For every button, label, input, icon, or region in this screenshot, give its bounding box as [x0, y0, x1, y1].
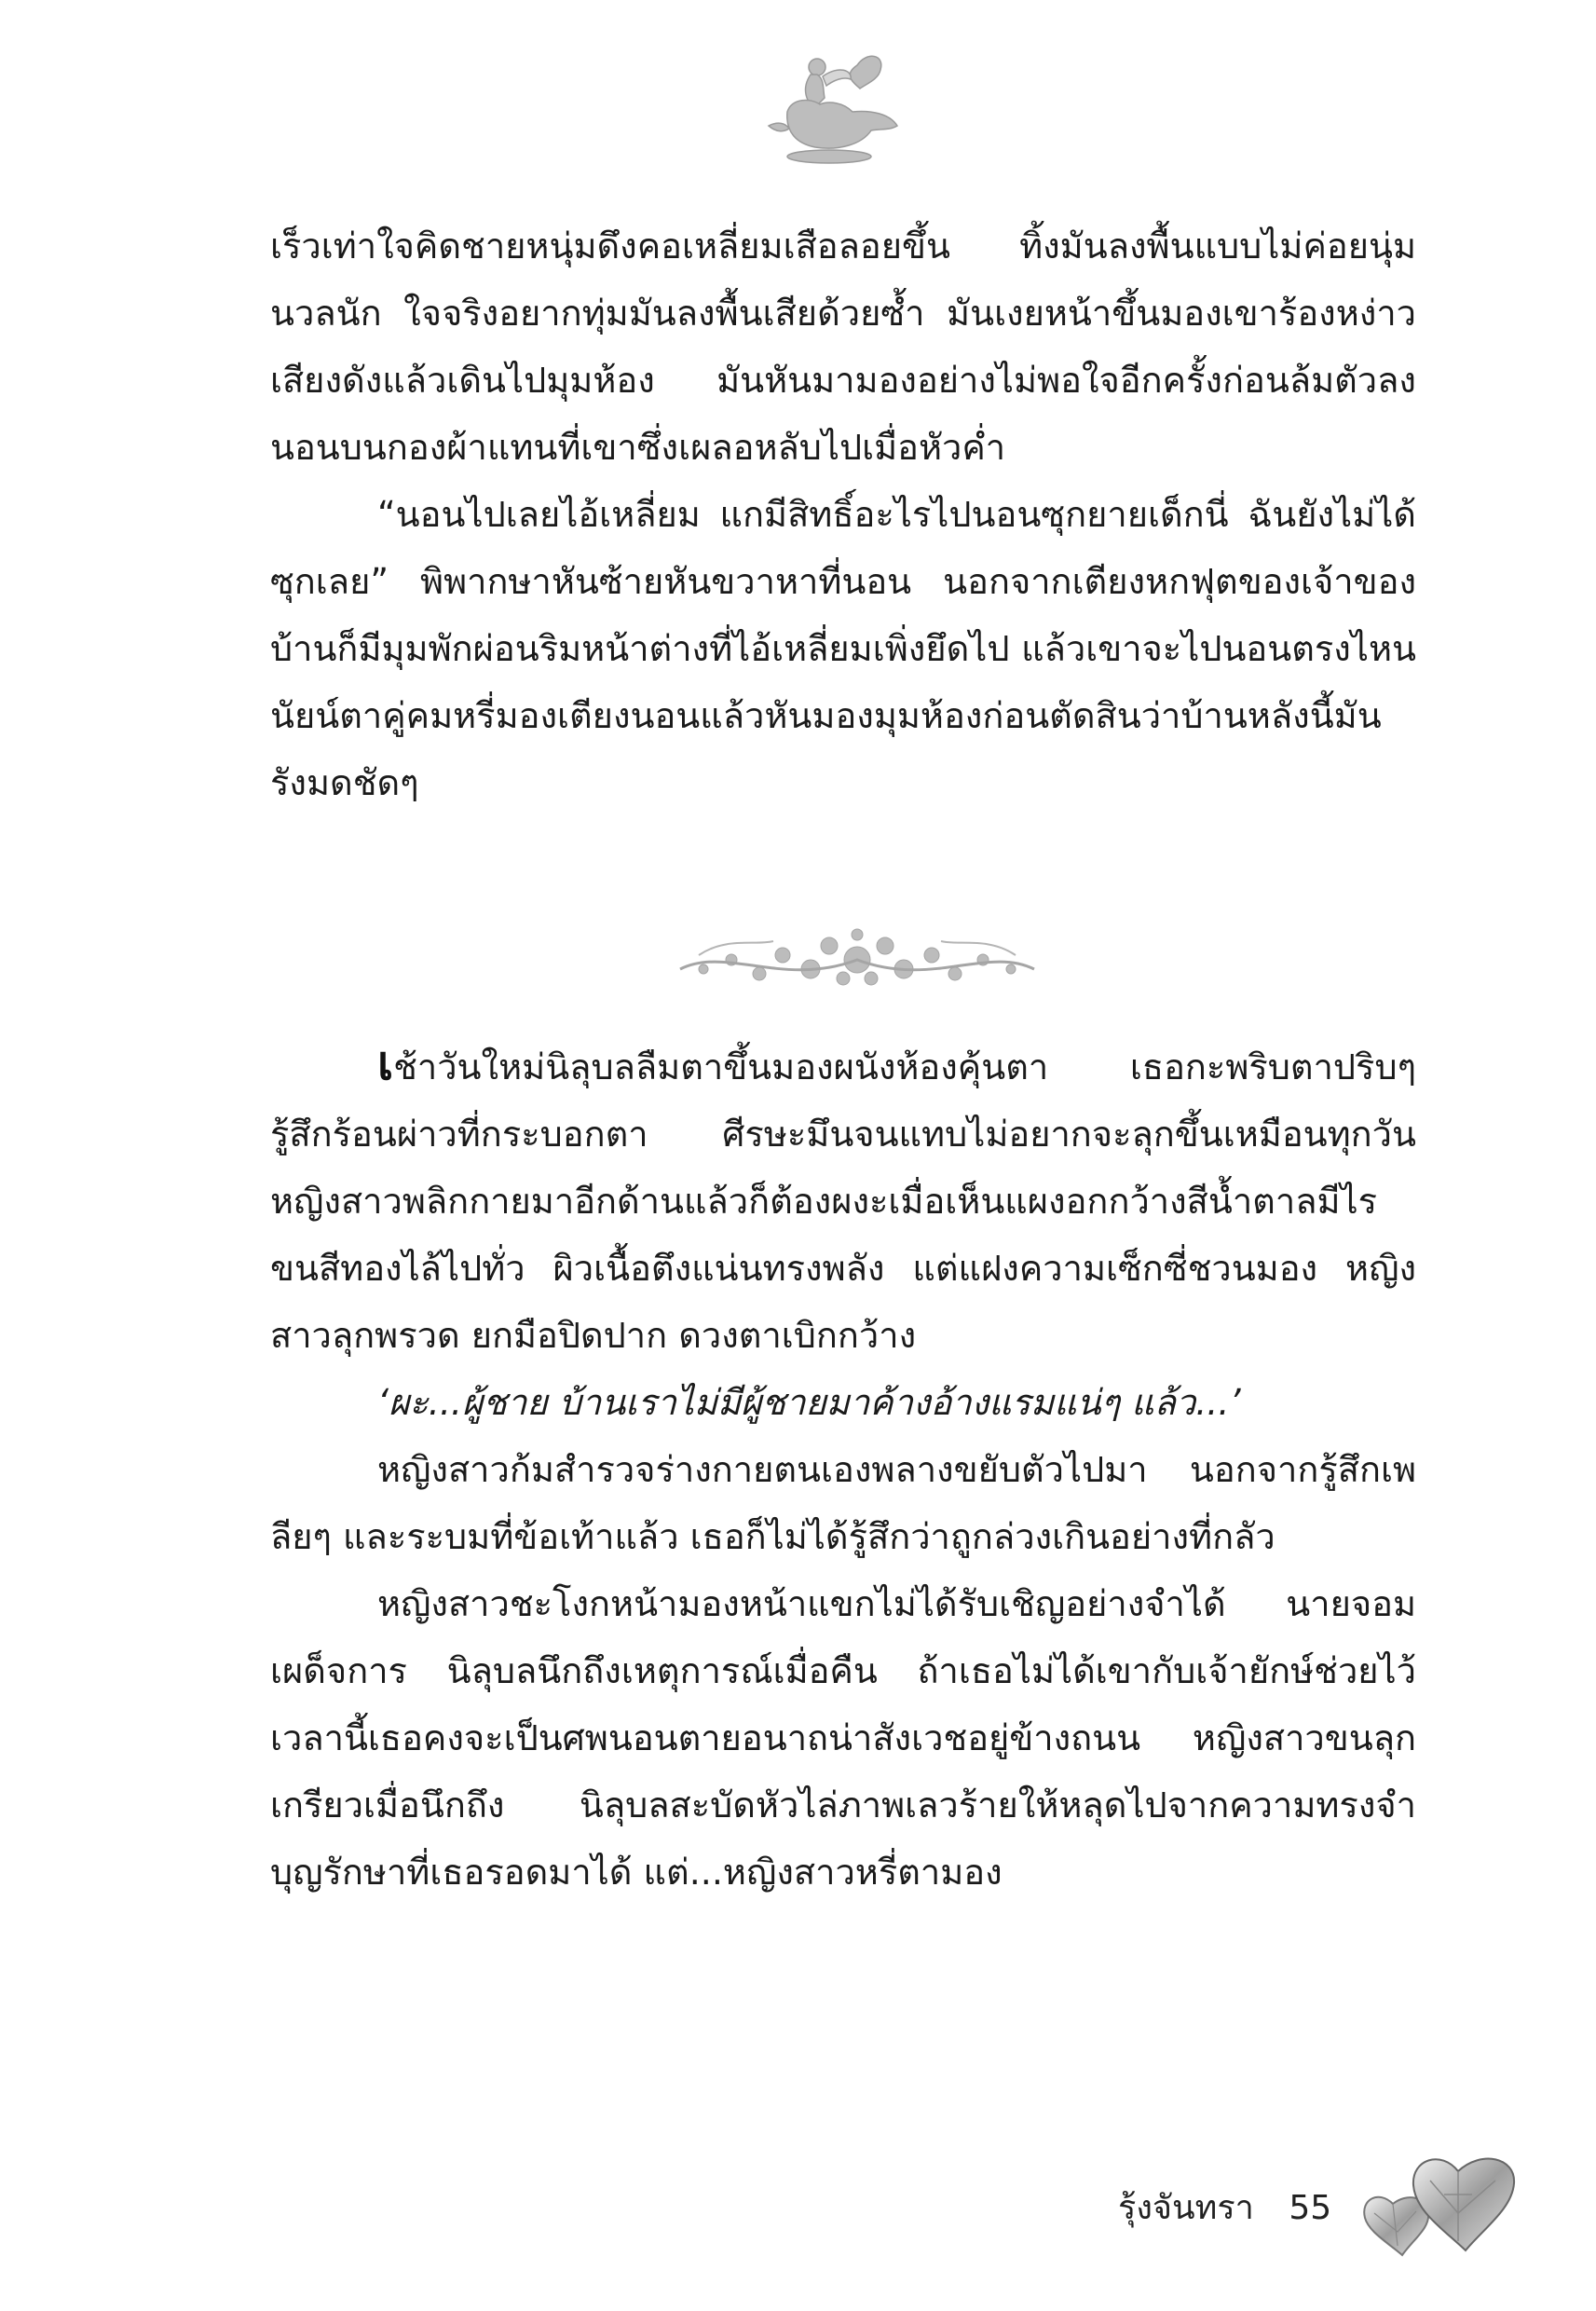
text-block-bottom: [270, 1030, 1416, 1906]
floral-divider-icon: [671, 918, 1044, 1002]
thought-line: ‘ผะ...ผู้ชาย บ้านเราไม่มีผู้ชายมาค้างอ้างแรมแน่ๆ แล้ว...’: [377, 1382, 1241, 1423]
book-title: รุ้งจันทรา: [1118, 2189, 1254, 2227]
page-footer: [1118, 2181, 1356, 2234]
page-number: 55: [1289, 2189, 1332, 2227]
paragraph: “นอนไปเลยไอ้เหลี่ยม แกมีสิทธิ์อะไรไปนอนซุกยายเด็กนี่ ฉันยังไม่ได้ซุกเลย” พิพากษาหันซ้ายหันขวาหาที่นอน นอกจากเตียงหกฟุตของเจ้าของบ้านก็มีมุมพักผ่อนริมหน้าต่างที่ไอ้เหลี่ยมเพิ่งยึดไป แล้วเขาจะไปนอนตรงไหน นัยน์ตาคู่คมหรี่มองเตียงนอนแล้วหันมองมุมห้องก่อนตัดสินว่าบ้านหลังนี้มันรังมดชัดๆ: [270, 494, 1416, 803]
paragraph: หญิงสาวก้มสำรวจร่างกายตนเองพลางขยับตัวไปมา นอกจากรู้สึกเพลียๆ และระบมที่ข้อเท้าแล้ว เธอก็ไม่ได้รู้สึกว่าถูกล่วงเกินอย่างที่กลัว: [270, 1449, 1416, 1557]
paragraph-with-dropcap: [270, 1030, 1416, 1369]
dropcap: เ: [377, 1036, 394, 1090]
genie-lamp-fairy-icon: [750, 47, 908, 168]
diamond-hearts-icon: [1356, 2139, 1523, 2278]
paragraph: หญิงสาวชะโงกหน้ามองหน้าแขกไม่ได้รับเชิญอย่างจำได้ นายจอมเผด็จการ นิลุบลนึกถึงเหตุการณ์เมื่อคืน ถ้าเธอไม่ได้เขากับเจ้ายักษ์ช่วยไว้ เวลานี้เธอคงจะเป็นศพนอนตายอนาถน่าสังเวชอยู่ข้างถนน หญิงสาวขนลุกเกรียวเมื่อนึกถึง นิลุบลสะบัดหัวไล่ภาพเลวร้ายให้หลุดไปจากความทรงจำ บุญรักษาที่เธอรอดมาได้ แต่...หญิงสาวหรี่ตามอง: [270, 1583, 1416, 1893]
paragraph: เร็วเท่าใจคิดชายหนุ่มดึงคอเหลี่ยมเสือลอยขึ้น ทิ้งมันลงพื้นแบบไม่ค่อยนุ่มนวลนัก ใจจริงอยากทุ่มมันลงพื้นเสียด้วยซ้ำ มันเงยหน้าขึ้นมองเขาร้องหง่าวเสียงดังแล้วเดินไปมุมห้อง มันหันมามองอย่างไม่พอใจอีกครั้งก่อนล้มตัวลงนอนบนกองผ้าแทนที่เขาซึ่งเผลอหลับไปเมื่อหัวค่ำ: [270, 226, 1416, 468]
paragraph-text: ช้าวันใหม่นิลุบลลืมตาขึ้นมองผนังห้องคุ้นตา เธอกะพริบตาปริบๆ รู้สึกร้อนผ่าวที่กระบอกตา ศีรษะมึนจนแทบไม่อยากจะลุกขึ้นเหมือนทุกวัน หญิงสาวพลิกกายมาอีกด้านแล้วก็ต้องผงะเมื่อเห็นแผงอกกว้างสีน้ำตาลมีไรขนสีทองไล้ไปทั่ว ผิวเนื้อตึงแน่นทรงพลัง แต่แฝงความเซ็กซี่ชวนมอง หญิงสาวลุกพรวด ยกมือปิดปาก ดวงตาเบิกกว้าง: [270, 1046, 1416, 1356]
text-block-top: [270, 212, 1416, 816]
